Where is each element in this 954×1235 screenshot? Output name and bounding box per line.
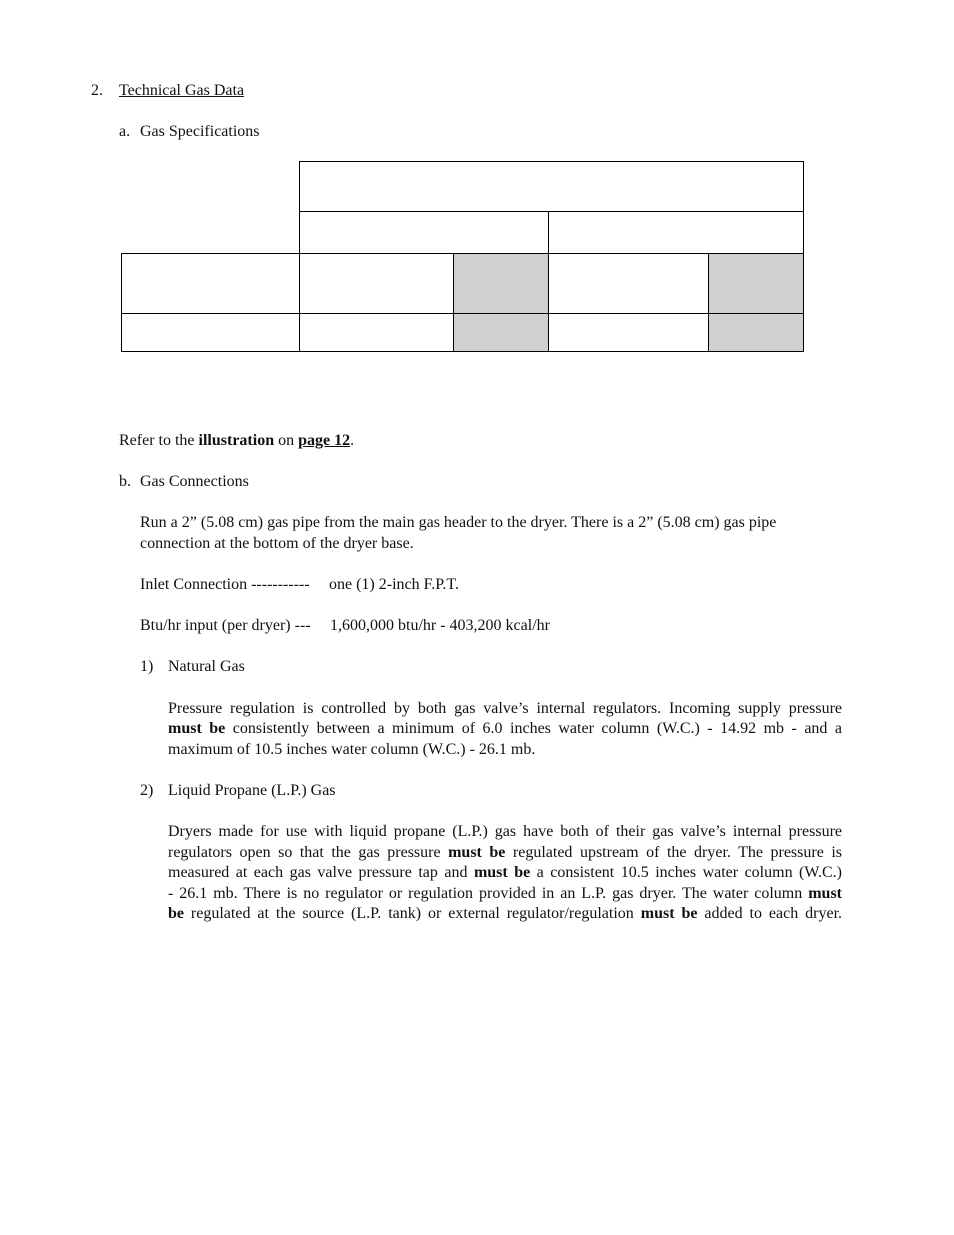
refer-prefix: Refer to the: [119, 432, 199, 449]
table-cell: [121, 253, 300, 314]
table-header-cell: [299, 161, 804, 212]
run-pipe-line-2: connection at the bottom of the dryer base.: [140, 535, 414, 552]
btu-input-label: Btu/hr input (per dryer) ---: [140, 617, 311, 634]
lp-gas-line-3: [168, 863, 842, 883]
table-subheader-cell-left: [299, 211, 549, 254]
btu-input-value: 1,600,000 btu/hr - 403,200 kcal/hr: [330, 617, 550, 634]
must-be-emphasis: must be: [640, 905, 698, 922]
lp-gas-line-2: [168, 843, 842, 863]
inlet-connection-value: one (1) 2-inch F.P.T.: [329, 576, 459, 593]
must-be-emphasis: must be: [473, 864, 531, 881]
natural-gas-line-2: [168, 719, 842, 739]
table-cell: [121, 313, 300, 352]
table-cell: [299, 253, 454, 314]
refer-line: [119, 431, 354, 451]
natural-gas-line-2-rest: consistently between a minimum of 6.0 inches water column (W.C.) - 14.92 mb - and a: [225, 720, 843, 737]
natural-gas-line-3: maximum of 10.5 inches water column (W.C.) - 26.1 mb.: [168, 741, 536, 758]
lp-gas-line-2a: regulators open so that the gas pressure: [168, 844, 449, 861]
must-be-emphasis: must be: [448, 844, 506, 861]
table-cell: [299, 313, 454, 352]
lp-gas-number: 2): [140, 782, 154, 799]
lp-gas-line-2c: regulated upstream of the dryer. The pressure is: [505, 844, 842, 861]
table-cell: [548, 313, 709, 352]
subsection-b-title: Gas Connections: [140, 473, 249, 490]
section-number: 2.: [91, 82, 103, 99]
table-subheader-cell-right: [548, 211, 804, 254]
refer-suffix: .: [350, 432, 355, 449]
natural-gas-title: Natural Gas: [168, 658, 245, 675]
lp-gas-line-3c: a consistent 10.5 inches water column (W.C.): [530, 864, 843, 881]
lp-gas-line-4: [168, 884, 842, 904]
lp-gas-line-5b: regulated at the source (L.P. tank) or external regulator/regulation: [184, 905, 641, 922]
table-cell-shaded: [708, 313, 804, 352]
lp-gas-line-5d: added to each dryer.: [697, 905, 843, 922]
subsection-b-letter: b.: [119, 473, 131, 490]
run-pipe-line-1: Run a 2” (5.08 cm) gas pipe from the main gas header to the dryer. There is a 2” (5.08 cm) gas pipe: [140, 514, 777, 531]
lp-gas-line-5: [168, 904, 842, 924]
refer-middle: on: [274, 432, 299, 449]
be-emphasis: be: [168, 905, 184, 922]
lp-gas-title: Liquid Propane (L.P.) Gas: [168, 782, 336, 799]
subsection-a-title: Gas Specifications: [140, 123, 260, 140]
lp-gas-line-4a: - 26.1 mb. There is no regulator or regulation provided in an L.P. gas dryer. The water column: [168, 885, 809, 902]
table-cell-shaded: [708, 253, 804, 314]
must-emphasis: must: [808, 885, 842, 902]
lp-gas-line-1: Dryers made for use with liquid propane (L.P.) gas have both of their gas valve’s internal pressure: [168, 823, 842, 840]
table-cell-shaded: [453, 253, 549, 314]
table-cell: [548, 253, 709, 314]
lp-gas-line-3a: measured at each gas valve pressure tap and: [168, 864, 474, 881]
page-link[interactable]: page 12: [298, 432, 351, 449]
section-title: Technical Gas Data: [119, 82, 245, 99]
refer-illustration: illustration: [198, 432, 275, 449]
table-cell-shaded: [453, 313, 549, 352]
must-be-emphasis: must be: [168, 720, 226, 737]
natural-gas-line-1: Pressure regulation is controlled by both gas valve’s internal regulators. Incoming supply pressure: [168, 700, 842, 717]
natural-gas-number: 1): [140, 658, 154, 675]
inlet-connection-label: Inlet Connection -----------: [140, 576, 310, 593]
subsection-a-letter: a.: [119, 123, 131, 140]
